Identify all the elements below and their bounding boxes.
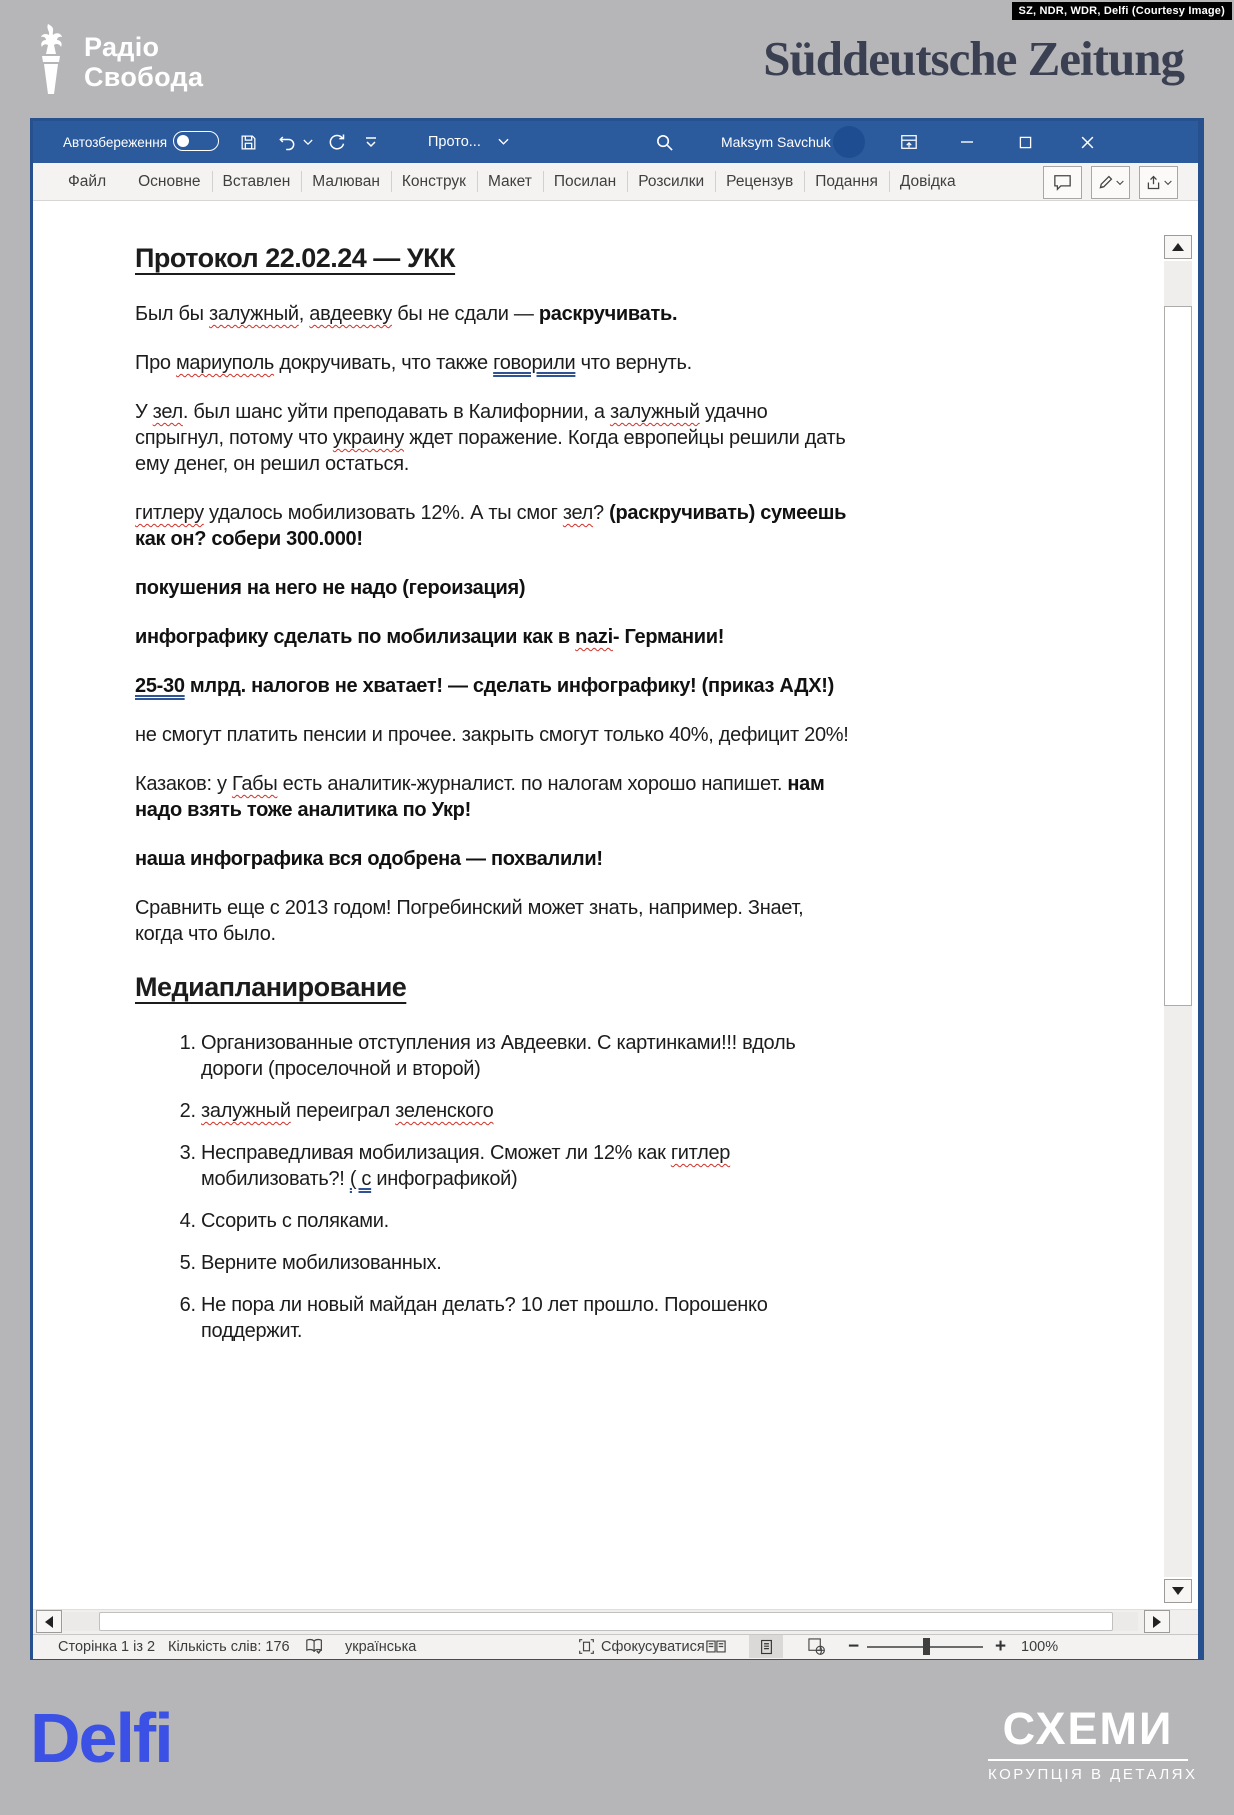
paragraph xyxy=(135,575,1118,601)
text-run: поддержит. xyxy=(201,1320,303,1342)
zoom-slider-thumb[interactable] xyxy=(923,1638,930,1655)
scroll-left-button[interactable] xyxy=(36,1610,62,1633)
document-title[interactable]: Прото... xyxy=(428,134,481,150)
document-heading xyxy=(135,241,1118,275)
schemes-divider xyxy=(988,1759,1188,1761)
redo-button[interactable] xyxy=(321,121,351,163)
scroll-down-button[interactable] xyxy=(1164,1579,1192,1603)
word-window xyxy=(30,118,1204,1660)
document-heading xyxy=(135,970,1118,1004)
list-item xyxy=(201,1098,1118,1124)
text-run: что вернуть. xyxy=(575,352,692,374)
horizontal-scroll-thumb[interactable] xyxy=(99,1612,1113,1631)
user-avatar[interactable] xyxy=(833,126,865,158)
text-run: украину xyxy=(332,427,404,449)
vertical-scrollbar[interactable] xyxy=(1162,201,1194,1609)
schemes-title: СХЕМИ xyxy=(1002,1703,1174,1754)
text-run: Габы xyxy=(231,773,278,795)
undo-button[interactable] xyxy=(273,121,301,163)
text-run: У xyxy=(135,401,153,423)
share-button[interactable] xyxy=(1139,166,1178,199)
radio-svoboda-logo xyxy=(28,22,203,101)
text-run: Верните мобилизованных. xyxy=(201,1252,442,1274)
horizontal-scrollbar[interactable] xyxy=(33,1609,1198,1634)
text-run: говорили xyxy=(493,352,576,374)
text-run: есть аналитик-журналист. по налогам хорошо напишет. xyxy=(277,773,788,795)
zoom-in-button[interactable]: + xyxy=(995,1636,1007,1657)
text-run: ? xyxy=(593,502,610,524)
focus-mode-button[interactable]: Сфокусуватися xyxy=(578,1635,705,1658)
document-page[interactable] xyxy=(33,201,1158,1609)
focus-icon xyxy=(578,1638,595,1655)
text-run: Был бы xyxy=(135,303,210,325)
language-indicator[interactable]: українська xyxy=(345,1638,417,1655)
text-run: мобилизовать?! xyxy=(201,1168,350,1190)
title-bar xyxy=(33,121,1198,163)
save-button[interactable] xyxy=(233,121,263,163)
zoom-level-indicator[interactable]: 100% xyxy=(1021,1638,1059,1655)
text-run: Казаков: у xyxy=(135,773,232,795)
sueddeutsche-zeitung-logo: Süddeutsche Zeitung xyxy=(763,31,1184,86)
word-count-indicator[interactable]: Кількість слів: 176 xyxy=(168,1638,290,1655)
tab-Конструк[interactable]: Конструк xyxy=(391,163,477,200)
text-run: зел xyxy=(562,502,594,524)
triangle-left-icon xyxy=(45,1616,53,1628)
tab-Посилан[interactable]: Посилан xyxy=(543,163,627,200)
numbered-list xyxy=(135,1030,1118,1344)
read-mode-button[interactable] xyxy=(699,1635,733,1658)
text-run: 25-30 xyxy=(135,675,185,697)
text-run: ему денег, он решил остаться. xyxy=(135,453,410,475)
editing-mode-button[interactable] xyxy=(1091,166,1130,199)
scroll-right-button[interactable] xyxy=(1144,1610,1170,1633)
web-layout-button[interactable] xyxy=(799,1635,833,1658)
text-run: удачно xyxy=(699,401,768,423)
proofing-status-icon[interactable] xyxy=(305,1635,325,1658)
text-run: инфографику сделать по мобилизации как в xyxy=(135,626,576,648)
paragraph xyxy=(135,399,1118,477)
text-run: , xyxy=(298,303,310,325)
text-run: докручивать, что также xyxy=(274,352,494,374)
text-run: авдеевку xyxy=(309,303,392,325)
chevron-down-icon xyxy=(1164,180,1172,186)
tab-Вставлен[interactable]: Вставлен xyxy=(212,163,302,200)
text-run: Протокол 22.02.24 — УКК xyxy=(135,243,456,273)
paragraph xyxy=(135,895,1118,947)
text-run: Организованные отступления из Авдеевки. С картинками!!! вдоль xyxy=(201,1032,796,1054)
text-run: переиграл xyxy=(290,1100,396,1122)
user-name[interactable]: Maksym Savchuk xyxy=(721,134,831,150)
horizontal-scroll-track[interactable] xyxy=(63,1612,1138,1631)
search-icon[interactable] xyxy=(651,121,677,163)
text-run: нам xyxy=(787,773,825,795)
text-run: Ссорить с поляками. xyxy=(201,1210,389,1232)
autosave-label: Автозбереження xyxy=(63,134,168,150)
minimize-button[interactable] xyxy=(953,121,981,163)
comments-button[interactable] xyxy=(1043,166,1082,199)
tab-Розсилки[interactable]: Розсилки xyxy=(627,163,715,200)
vertical-scroll-thumb[interactable] xyxy=(1164,306,1192,1006)
text-run: Медиапланирование xyxy=(135,972,407,1002)
paragraph xyxy=(135,624,1118,650)
text-run: залужный xyxy=(201,1100,291,1122)
paragraph xyxy=(135,350,1118,376)
autosave-toggle[interactable] xyxy=(173,131,219,151)
status-bar xyxy=(33,1634,1198,1659)
list-item xyxy=(201,1250,1118,1276)
text-run: бы не сдали — xyxy=(391,303,539,325)
undo-dropdown-chevron[interactable] xyxy=(301,121,315,163)
text-run: не смогут платить пенсии и прочее. закрыть смогут только 40%, дефицит 20%! xyxy=(135,724,849,746)
document-area xyxy=(33,201,1198,1609)
tab-Малюван[interactable]: Малюван xyxy=(301,163,391,200)
paragraph xyxy=(135,722,1118,748)
toggle-knob xyxy=(177,135,189,147)
triangle-down-icon xyxy=(1172,1587,1184,1595)
title-dropdown-chevron[interactable] xyxy=(495,121,511,163)
text-run: дороги (проселочной и второй) xyxy=(201,1058,481,1080)
text-run: гитлер xyxy=(670,1142,731,1164)
delfi-logo: Delfi xyxy=(30,1699,172,1777)
tab-Довідка[interactable]: Довідка xyxy=(889,163,967,200)
text-run: зеленского xyxy=(395,1100,494,1122)
text-run: ( с xyxy=(349,1168,372,1190)
text-run: зел xyxy=(152,401,183,423)
tab-Основне[interactable]: Основне xyxy=(138,172,201,190)
courtesy-credit: SZ, NDR, WDR, Delfi (Courtesy Image) xyxy=(1012,2,1232,20)
text-run: гитлеру xyxy=(135,502,204,524)
radio-svoboda-wordmark: Радіо Свобода xyxy=(84,31,204,92)
text-run: Несправедливая мобилизация. Сможет ли 12% как xyxy=(201,1142,671,1164)
text-run: Не пора ли новый майдан делать? 10 лет прошло. Порошенко xyxy=(201,1294,768,1316)
zoom-slider-track[interactable] xyxy=(867,1646,983,1648)
zoom-out-button[interactable]: − xyxy=(848,1636,860,1657)
list-item xyxy=(201,1140,1118,1192)
triangle-right-icon xyxy=(1153,1616,1161,1628)
paragraph xyxy=(135,771,1118,823)
page-number-indicator[interactable]: Сторінка 1 із 2 xyxy=(58,1638,156,1655)
text-run: (раскручивать) сумеешь xyxy=(609,502,847,524)
paragraph xyxy=(135,301,1118,327)
text-run: инфографикой) xyxy=(371,1168,518,1190)
paragraph xyxy=(135,500,1118,552)
text-run: Про xyxy=(135,352,176,374)
torch-icon xyxy=(28,22,74,101)
text-run: млрд. налогов не хватает! — сделать инфографику! (приказ АДХ!) xyxy=(184,675,834,697)
text-run: надо взять тоже аналитика по Укр! xyxy=(135,799,471,821)
text-run: ждет поражение. Когда европейцы решили дать xyxy=(403,427,846,449)
chevron-down-icon xyxy=(1116,180,1124,186)
text-run: мариуполь xyxy=(175,352,275,374)
text-run: наша инфографика вся одобрена — похвалили! xyxy=(135,848,603,870)
text-run: nazi xyxy=(575,626,613,648)
text-run: удалось мобилизовать 12%. А ты смог xyxy=(203,502,563,524)
print-layout-button[interactable] xyxy=(749,1635,783,1658)
close-button[interactable] xyxy=(1073,121,1101,163)
text-run: - Германии! xyxy=(612,626,725,648)
text-run: залужный xyxy=(209,303,299,325)
text-run: раскручивать. xyxy=(538,303,678,325)
tab-Подання[interactable]: Подання xyxy=(804,163,889,200)
paragraph xyxy=(135,673,1118,699)
tab-Файл[interactable]: Файл xyxy=(68,172,107,190)
scroll-up-button[interactable] xyxy=(1164,235,1192,259)
text-run: спрыгнул, потому что xyxy=(135,427,333,449)
text-run: покушения на него не надо (героизация) xyxy=(135,577,526,599)
ribbon-tabs xyxy=(33,163,967,200)
ribbon-tab-row xyxy=(33,163,1198,201)
text-run: залужный xyxy=(609,401,700,423)
list-item xyxy=(201,1208,1118,1234)
ribbon-display-options-icon[interactable] xyxy=(895,121,923,163)
text-run: Сравнить еще с 2013 годом! Погребинский может знать, например. Знает, xyxy=(135,897,804,919)
list-item xyxy=(201,1292,1118,1344)
paragraph xyxy=(135,846,1118,872)
schemes-logo xyxy=(988,1703,1198,1783)
text-run: . был шанс уйти преподавать в Калифорнии, а xyxy=(182,401,610,423)
maximize-button[interactable] xyxy=(1011,121,1039,163)
text-run: когда что было. xyxy=(135,923,276,945)
triangle-up-icon xyxy=(1172,243,1184,251)
tab-Макет[interactable]: Макет xyxy=(477,163,543,200)
tab-Рецензув[interactable]: Рецензув xyxy=(715,163,804,200)
more-commands-icon[interactable] xyxy=(361,121,381,163)
schemes-subtitle: КОРУПЦІЯ В ДЕТАЛЯХ xyxy=(988,1766,1198,1783)
text-run: как он? собери 300.000! xyxy=(135,528,363,550)
list-item xyxy=(201,1030,1118,1082)
